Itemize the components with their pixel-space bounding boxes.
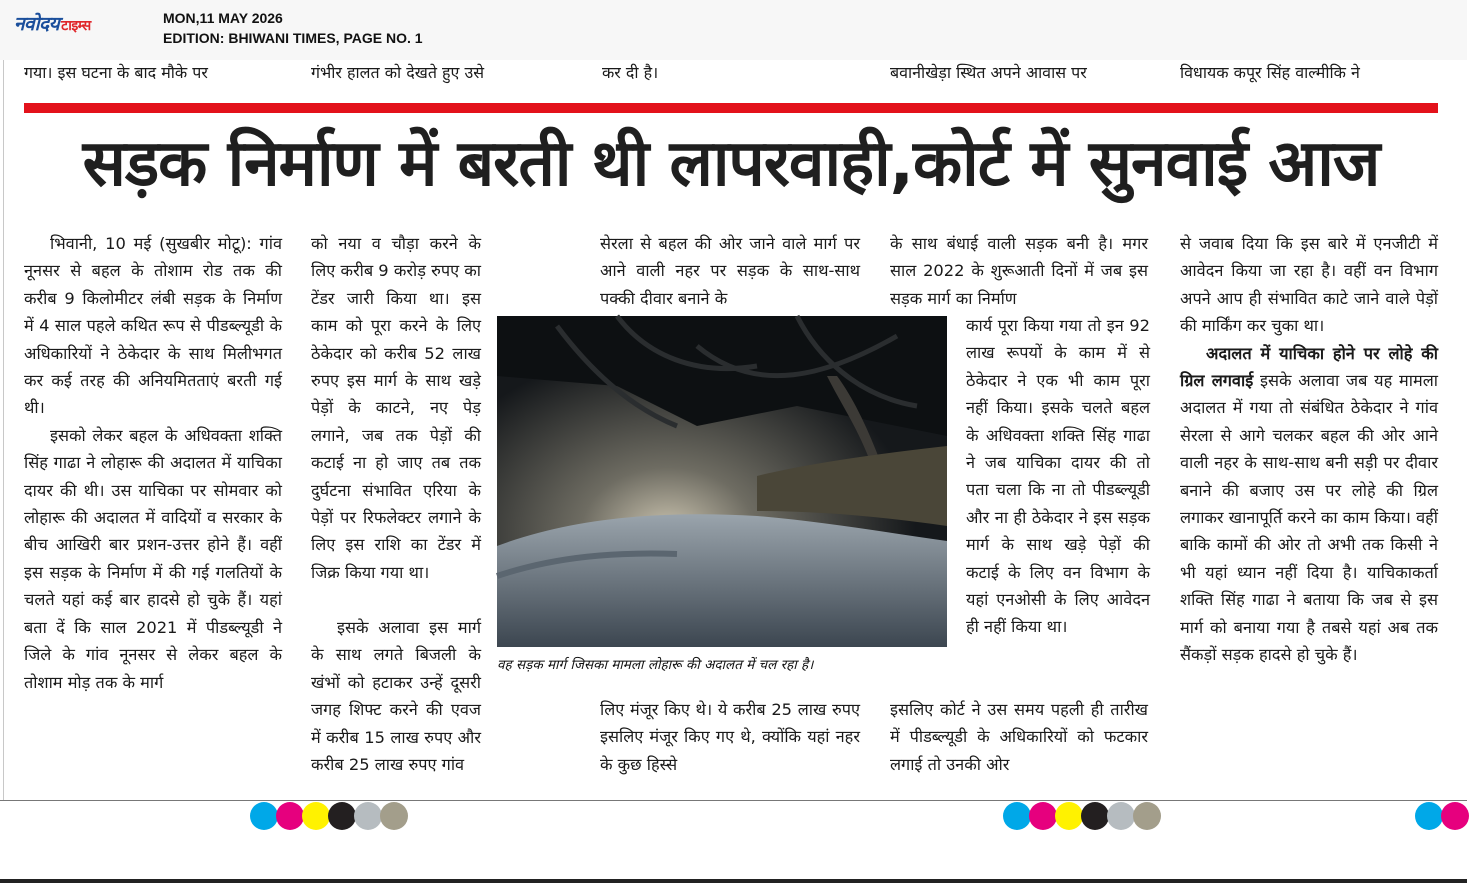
news-photo <box>497 316 947 647</box>
article-column-3-bottom <box>600 696 860 778</box>
logo-sub-text: टाइम्स <box>61 18 91 34</box>
article-paragraph: इसको लेकर बहल के अधिवक्ता शक्ति सिंह गाढा ने लोहारू की अदालत में याचिका दायर की थी। उस याचिका पर सोमवार को लोहारू की अदालत में वादियों व सरकार के बीच आखिरी बार प्रशन-उत्तर होने हैं। वहीं इस सड़क के निर्माण में की गई गलतियों के चलते यहां कई बार हादसे हो चुके हैं। यहां बता दें कि साल 2021 में पीडब्ल्यूडी ने जिले के गांव नूनसर से लेकर बहल के तोशाम मोड़ तक के मार्ग <box>24 425 282 692</box>
previous-story-fragment: गया। इस घटना के बाद मौके पर <box>24 63 208 82</box>
black-registration-dot <box>1081 802 1109 830</box>
yellow-registration-dot <box>1055 802 1083 830</box>
brown-grey-registration-dot <box>380 802 408 830</box>
magenta-registration-dot <box>276 802 304 830</box>
article-paragraph-text: इसके अलावा जब यह मामला अदालत में गया तो संबंधित ठेकेदार ने गांव सेरला से आगे चलकर बहल की ओर आने वाली नहर के साथ-साथ बनी सड़ी पर दीवार बनाने की बजाए उस पर लोहे की ग्रिल लगाकर खानापूर्ति करने का काम किया। वहीं बाकि कामों की ओर तो अभी तक किसी ने भी यहां ध्यान नहीं दिया है। याचिकाकर्ता शक्ति सिंह गाढा ने बताया कि जब से इस मार्ग को बनाया गया है तबसे यहां अब तक सैंकड़ों सड़क हादसे हो चुके हैं। <box>1180 371 1439 665</box>
grey-registration-dot <box>1107 802 1135 830</box>
bottom-rule <box>0 879 1467 883</box>
article-column-4-top <box>890 230 1148 312</box>
previous-story-fragment: बवानीखेड़ा स्थित अपने आवास पर <box>890 63 1087 82</box>
cyan-registration-dot <box>1415 802 1443 830</box>
article-paragraph: सेरला से बहल की ओर जाने वाले मार्ग पर आने वाली नहर पर सड़क के साथ-साथ पक्की दीवार बनाने के <box>600 234 860 308</box>
registration-marks <box>250 802 406 830</box>
article-column-2-top <box>311 230 481 616</box>
night-road-photo-image <box>497 316 947 647</box>
article-headline: सड़क निर्माण में बरती थी लापरवाही,कोर्ट में सुनवाई आज <box>82 127 1380 201</box>
article-paragraph: इसके अलावा इस मार्ग के साथ लगते बिजली के खंभों को हटाकर उन्हें दूसरी जगह शिफ्ट करने की एवज में करीब 15 लाख रुपए और करीब 25 लाख रुपए गांव <box>311 618 481 775</box>
article-paragraph: इसलिए कोर्ट ने उस समय पहली ही तारीख में पीडब्ल्यूडी के अधिकारियों को फटकार लगाई तो उनकी ओर <box>890 700 1148 774</box>
footer-rule <box>0 800 1467 801</box>
cyan-registration-dot <box>250 802 278 830</box>
article-paragraph: से जवाब दिया कि इस बारे में एनजीटी में आवेदन किया जा रहा है। वहीं वन विभाग अपने आप ही संभावित काटे जाने वाले पेड़ों की मार्किंग कर चुका था। <box>1180 234 1438 336</box>
article-paragraph: कार्य पूरा किया गया तो इन 92 लाख रूपयों के काम में से ठेकेदार ने एक भी काम पूरा नहीं किया। इसके चलते बहल के अधिवक्ता शक्ति सिंह गाढा ने जब याचिका दायर की तो पता चला कि ना तो पीडब्ल्यूडी और ना ही ठेकेदार ने इस सड़क मार्ग के साथ खड़े पेड़ों की कटाई के लिए वन विभाग के यहां एनओसी के लिए आवेदन ही नहीं किया था। <box>966 316 1150 637</box>
photo-caption: वह सड़क मार्ग जिसका मामला लोहारू की अदालत में चल रहा है। <box>497 657 814 673</box>
headline-red-bar <box>24 103 1438 113</box>
registration-marks <box>1415 802 1467 830</box>
previous-story-fragment: गंभीर हालत को देखते हुए उसे <box>311 63 485 82</box>
edition-date: MON,11 MAY 2026 <box>163 10 283 26</box>
article-paragraph: के साथ बंधाई वाली सड़क बनी है। मगर साल 2022 के शुरूआती दिनों में जब इस सड़क मार्ग का निर्माण <box>890 234 1148 308</box>
article-column-2-bottom <box>311 696 571 778</box>
article-column-4-bottom <box>890 696 1148 778</box>
newspaper-logo <box>14 10 91 36</box>
page-left-rule <box>3 60 4 800</box>
article-column-5 <box>1180 230 1438 788</box>
registration-marks <box>1003 802 1159 830</box>
logo-main-text: नवोदय <box>14 13 60 35</box>
magenta-registration-dot <box>1029 802 1057 830</box>
article-column-3-top <box>600 230 860 312</box>
article-paragraph <box>1180 340 1438 669</box>
previous-story-fragment: कर दी है। <box>602 63 659 82</box>
cyan-registration-dot <box>1003 802 1031 830</box>
magenta-registration-dot <box>1441 802 1469 830</box>
brown-grey-registration-dot <box>1133 802 1161 830</box>
article-paragraph: लिए मंजूर किए थे। ये करीब 25 लाख रुपए इसलिए मंजूर किए गए थे, क्योंकि यहां नहर के कुछ हिस्से <box>600 700 860 774</box>
edition-info: EDITION: BHIWANI TIMES, PAGE NO. 1 <box>163 30 423 46</box>
black-registration-dot <box>328 802 356 830</box>
article-paragraph: भिवानी, 10 मई (सुखबीर मोटू): गांव नूनसर से बहल के तोशाम रोड तक की करीब 9 किलोमीटर लंबी सड़क के निर्माण में 4 साल पहले कथित रूप से पीडब्ल्यूडी के अधिकारियों ने ठेकेदार के साथ मिलीभगत कर कई तरह की अनियमितताएं बरती गई थी। <box>24 234 282 418</box>
previous-story-fragment: विधायक कपूर सिंह वाल्मीकि ने <box>1180 63 1360 82</box>
article-column-4-mid <box>966 312 1150 696</box>
grey-registration-dot <box>354 802 382 830</box>
page-header <box>0 0 1467 60</box>
yellow-registration-dot <box>302 802 330 830</box>
article-column-1 <box>24 230 282 788</box>
article-column-2-mid <box>311 614 481 775</box>
article-paragraph: को नया व चौड़ा करने के लिए करीब 9 करोड़ रुपए का टेंडर जारी किया था। इस काम को पूरा करने के लिए ठेकेदार को करीब 52 लाख रुपए इस मार्ग के साथ खड़े पेड़ों के काटने, नए पेड़ लगाने, जब तक पेड़ों की कटाई ना हो जाए तब तक दुर्घटना संभावित एरिया के पेड़ों पर रिफलेक्टर लगाने के लिए इस राशि का टेंडर में जिक्र किया गया था। <box>311 234 481 582</box>
article-subheading: अदालत में याचिका होने पर लोहे की ग्रिल लगवाई <box>1180 343 1438 391</box>
